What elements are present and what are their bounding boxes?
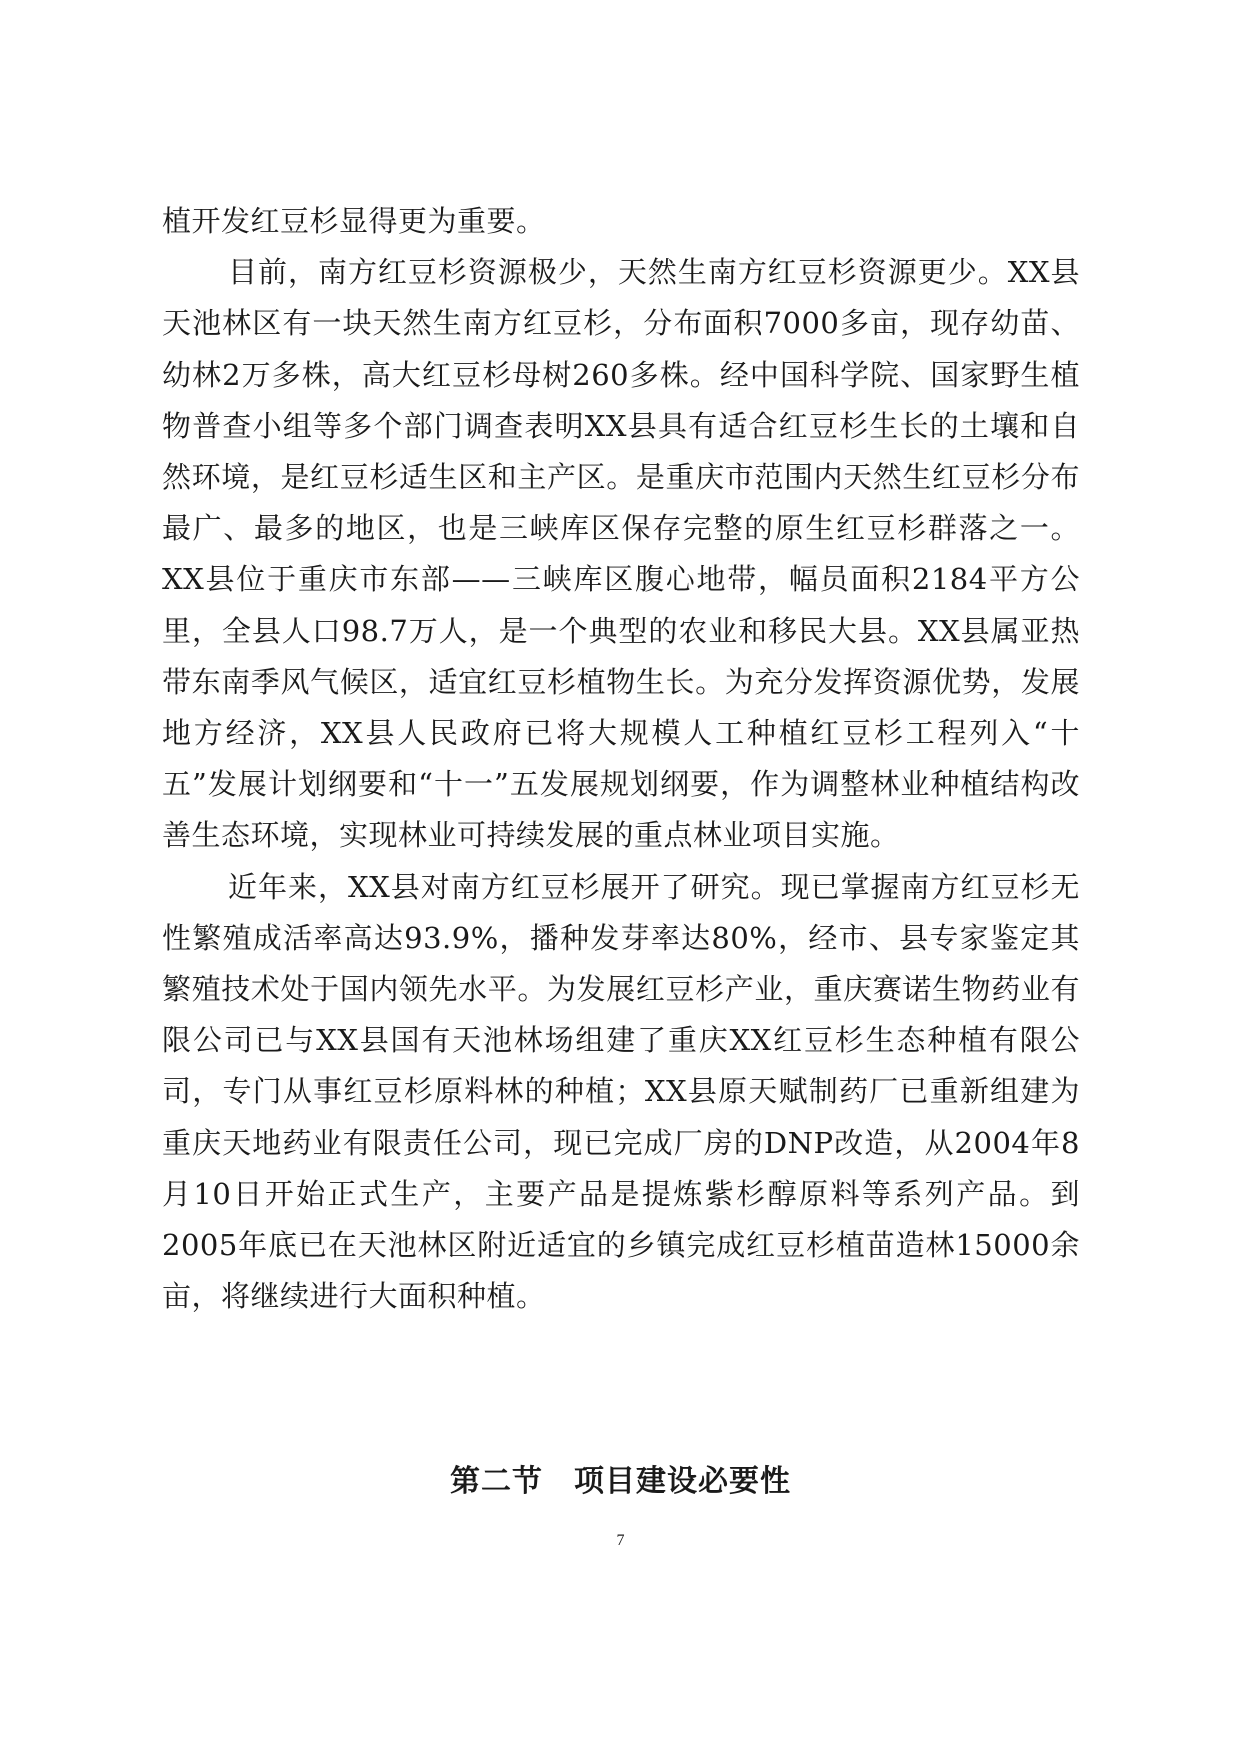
section-heading: 第二节 项目建设必要性 xyxy=(450,1464,791,1499)
body-text xyxy=(162,196,1080,1322)
paragraph-continuation: 植开发红豆杉显得更为重要。 xyxy=(162,204,546,238)
paragraph-research: 近年来，XX县对南方红豆杉展开了研究。现已掌握南方红豆杉无性繁殖成活率高达93.9%，播种发芽率达80%，经市、县专家鉴定其繁殖技术处于国内领先水平。为发展红豆杉产业，重庆赛诺生物药业有限公司已与XX县国有天池林场组建了重庆XX红豆杉生态种植有限公司，专门从事红豆杉原料林的种植；XX县原天赋制药厂已重新组建为重庆天地药业有限责任公司，现已完成厂房的DNP改造，从2004年8月10日开始正式生产，主要产品是提炼紫杉醇原料等系列产品。到2005年底已在天池林区附近适宜的乡镇完成红豆杉植苗造林15000余亩，将继续进行大面积种植。 xyxy=(162,869,1080,1314)
page-number: 7 xyxy=(616,1532,625,1549)
paragraph-resources: 目前，南方红豆杉资源极少，天然生南方红豆杉资源更少。XX县天池林区有一块天然生南方红豆杉，分布面积7000多亩，现存幼苗、幼林2万多株，高大红豆杉母树260多株。经中国科学院、国家野生植物普查小组等多个部门调查表明XX县具有适合红豆杉生长的土壤和自然环境，是红豆杉适生区和主产区。是重庆市范围内天然生红豆杉分布最广、最多的地区，也是三峡库区保存完整的原生红豆杉群落之一。XX县位于重庆市东部——三峡库区腹心地带，幅员面积2184平方公里，全县人口98.7万人，是一个典型的农业和移民大县。XX县属亚热带东南季风气候区，适宜红豆杉植物生长。为充分发挥资源优势，发展地方经济，XX县人民政府已将大规模人工种植红豆杉工程列入“十五”发展计划纲要和“十一”五发展规划纲要，作为调整林业种植结构改善生态环境，实现林业可持续发展的重点林业项目实施。 xyxy=(162,255,1080,853)
